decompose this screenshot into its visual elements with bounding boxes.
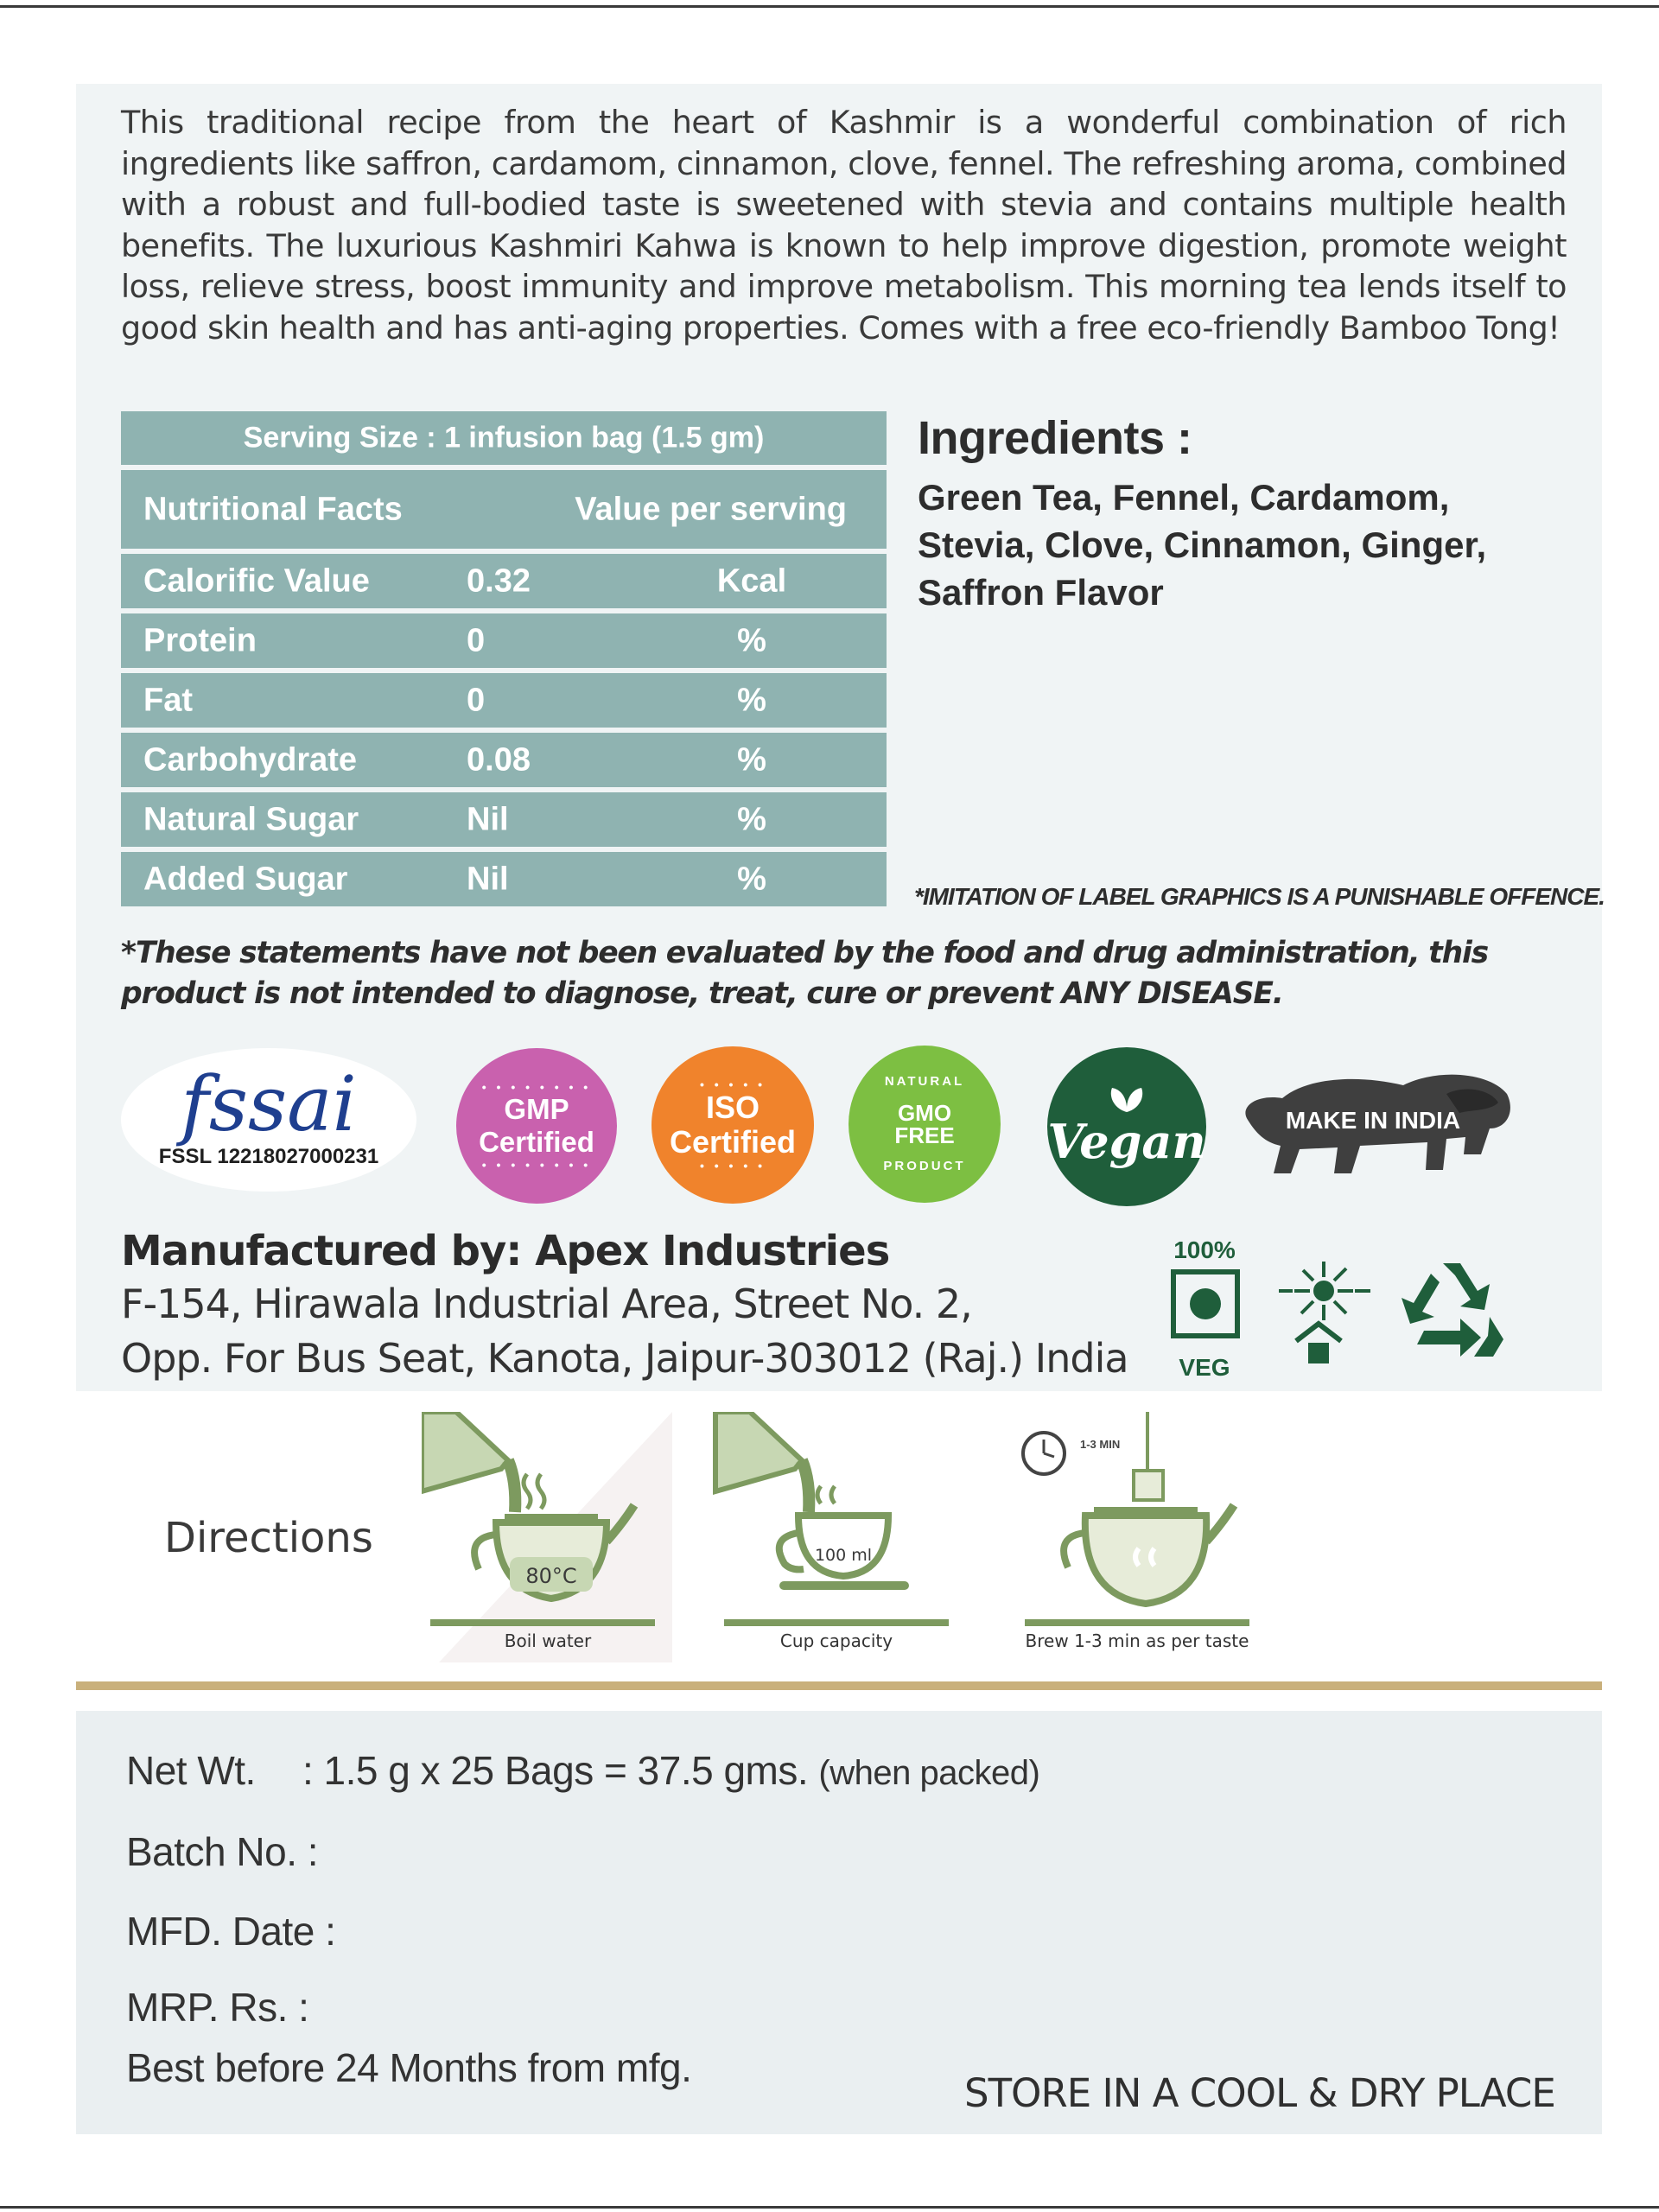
gmp-certified-text: Certified <box>479 1126 594 1158</box>
ingredients-list <box>918 474 1574 616</box>
nutrient-name: Added Sugar <box>143 861 348 897</box>
iso-text: ISO <box>705 1090 760 1125</box>
dots-decoration: • • • • • • • • <box>481 1158 592 1172</box>
directions-steps <box>422 1412 1251 1662</box>
nutrient-value: 0.32 <box>467 563 531 599</box>
directions-label: Directions <box>164 1514 373 1562</box>
brew-time-label: 1-3 MIN <box>1080 1438 1121 1451</box>
net-weight-line <box>302 1747 1039 1794</box>
nutrient-unit: % <box>737 682 766 718</box>
net-weight-value: : 1.5 g x 25 Bags = 37.5 gms. <box>302 1748 809 1793</box>
clock-icon <box>1023 1433 1065 1474</box>
serving-size-row <box>121 411 887 465</box>
manufacturer-address-line: F-154, Hirawala Industrial Area, Street No. 2, <box>121 1281 972 1327</box>
batch-number-label: Batch No. : <box>126 1829 319 1874</box>
serving-size-text: Serving Size : 1 infusion bag (1.5 gm) <box>243 421 765 454</box>
cup-capacity-step <box>715 1412 949 1651</box>
header-nutritional-facts: Nutritional Facts <box>143 491 403 527</box>
product-description: This traditional recipe from the heart of Kashmir is a wonderful combination of rich ingredients like saffron, cardamom, cinnamon, clove, fennel. The refreshing aroma, combined with a robust and full-bodied taste is sweetened with stevia and contains multiple health benefits. The luxurious Kashmiri Kahwa is known to help improve digestion, promote weight loss, relieve stress, boost immunity and improve metabolism. This morning tea lends itself to good skin health and has anti-aging properties. Comes with a free eco-friendly Bamboo Tong! <box>121 104 1567 346</box>
vegan-badge <box>1047 1047 1206 1206</box>
nutrient-value: 0 <box>467 682 486 718</box>
table-row <box>121 673 887 728</box>
nutrient-unit: % <box>737 741 766 778</box>
iso-certified-text: Certified <box>669 1124 797 1160</box>
nutrition-table <box>121 411 887 912</box>
step-caption: Boil water <box>504 1630 592 1651</box>
nutrient-unit: Kcal <box>716 563 787 599</box>
nutrient-unit: % <box>737 861 766 897</box>
net-weight-label: Net Wt. <box>126 1748 256 1793</box>
nutrient-name: Calorific Value <box>143 563 370 599</box>
ingredients-line: Saffron Flavor <box>918 572 1164 613</box>
table-row <box>121 792 887 847</box>
nutrient-unit: % <box>737 801 766 837</box>
header-value-per-serving: Value per serving <box>575 491 847 527</box>
temperature-label: 80°C <box>525 1564 577 1588</box>
nutrient-name: Protein <box>143 622 257 658</box>
brew-time-step <box>1023 1412 1249 1651</box>
gold-divider <box>76 1681 1602 1690</box>
mfd-date-label: MFD. Date : <box>126 1909 336 1954</box>
manufacturer-address-line: Opp. For Bus Seat, Kanota, Jaipur-303012 (Raj.) India <box>121 1335 1128 1382</box>
nutrient-value: Nil <box>467 801 509 837</box>
table-row <box>121 554 887 608</box>
nutrient-value: 0.08 <box>467 741 531 778</box>
best-before-text: Best before 24 Months from mfg. <box>126 2045 692 2090</box>
recycle-icon <box>1402 1263 1503 1357</box>
vegan-text: Vegan <box>1047 1114 1206 1169</box>
iso-certified-badge <box>652 1046 814 1204</box>
fssai-badge <box>121 1048 416 1192</box>
net-weight-note: (when packed) <box>818 1754 1040 1792</box>
ingredients-title: Ingredients : <box>918 412 1192 464</box>
capacity-label: 100 ml <box>814 1546 873 1565</box>
fssai-logo: fssai <box>181 1059 357 1148</box>
veg-percent-text: 100% <box>1173 1237 1236 1263</box>
lion-icon <box>1230 1059 1516 1189</box>
nutrient-name: Fat <box>143 682 193 718</box>
veg-symbol-icon <box>1173 1272 1237 1336</box>
veg-label-text: VEG <box>1179 1354 1230 1381</box>
nutrition-header-row <box>121 470 887 549</box>
make-in-india-text: MAKE IN INDIA <box>1285 1107 1461 1134</box>
compliance-icons <box>1158 1237 1538 1384</box>
table-row <box>121 613 887 668</box>
bottom-border-line <box>0 2206 1659 2209</box>
mrp-label: MRP. Rs. : <box>126 1985 309 2030</box>
boil-water-step <box>422 1412 672 1662</box>
gmo-natural-text: NATURAL <box>884 1074 965 1089</box>
gmp-text: GMP <box>504 1093 569 1125</box>
imitation-warning: *IMITATION OF LABEL GRAPHICS IS A PUNISHABLE OFFENCE. <box>914 883 1605 910</box>
ingredients-line: Green Tea, Fennel, Cardamom, <box>918 477 1450 518</box>
nutrient-name: Natural Sugar <box>143 801 359 837</box>
top-border-line <box>0 5 1659 8</box>
step-caption: Brew 1-3 min as per taste <box>1025 1630 1249 1651</box>
dots-decoration: • • • • • <box>699 1159 766 1173</box>
storage-instruction: STORE IN A COOL & DRY PLACE <box>964 2070 1555 2116</box>
dots-decoration: • • • • • <box>699 1077 766 1091</box>
leaf-icon <box>1105 1084 1148 1114</box>
gmo-free-badge <box>849 1046 1001 1203</box>
table-row <box>121 852 887 906</box>
manufacturer-title: Manufactured by: Apex Industries <box>121 1227 890 1275</box>
nutrient-value: 0 <box>467 622 486 658</box>
gmo-text: GMO <box>897 1100 952 1126</box>
gmo-product-text: PRODUCT <box>883 1159 966 1173</box>
table-row <box>121 733 887 787</box>
nutrient-unit: % <box>737 622 766 658</box>
gmp-certified-badge <box>456 1048 617 1204</box>
dots-decoration: • • • • • • • • <box>481 1080 592 1094</box>
step-caption: Cup capacity <box>779 1630 893 1651</box>
fda-disclaimer: *These statements have not been evaluated by the food and drug administration, this product is not intended to diagnose, treat, cure or prevent ANY DISEASE. <box>121 936 1488 1011</box>
nutrient-value: Nil <box>467 861 509 897</box>
keep-away-from-sunlight-icon <box>1279 1262 1370 1362</box>
fssai-license-number: FSSL 12218027000231 <box>158 1145 379 1168</box>
make-in-india-logo <box>1230 1059 1516 1193</box>
gmo-free-text: FREE <box>894 1122 955 1148</box>
ingredients-line: Stevia, Clove, Cinnamon, Ginger, <box>918 524 1487 565</box>
nutrient-name: Carbohydrate <box>143 741 358 778</box>
